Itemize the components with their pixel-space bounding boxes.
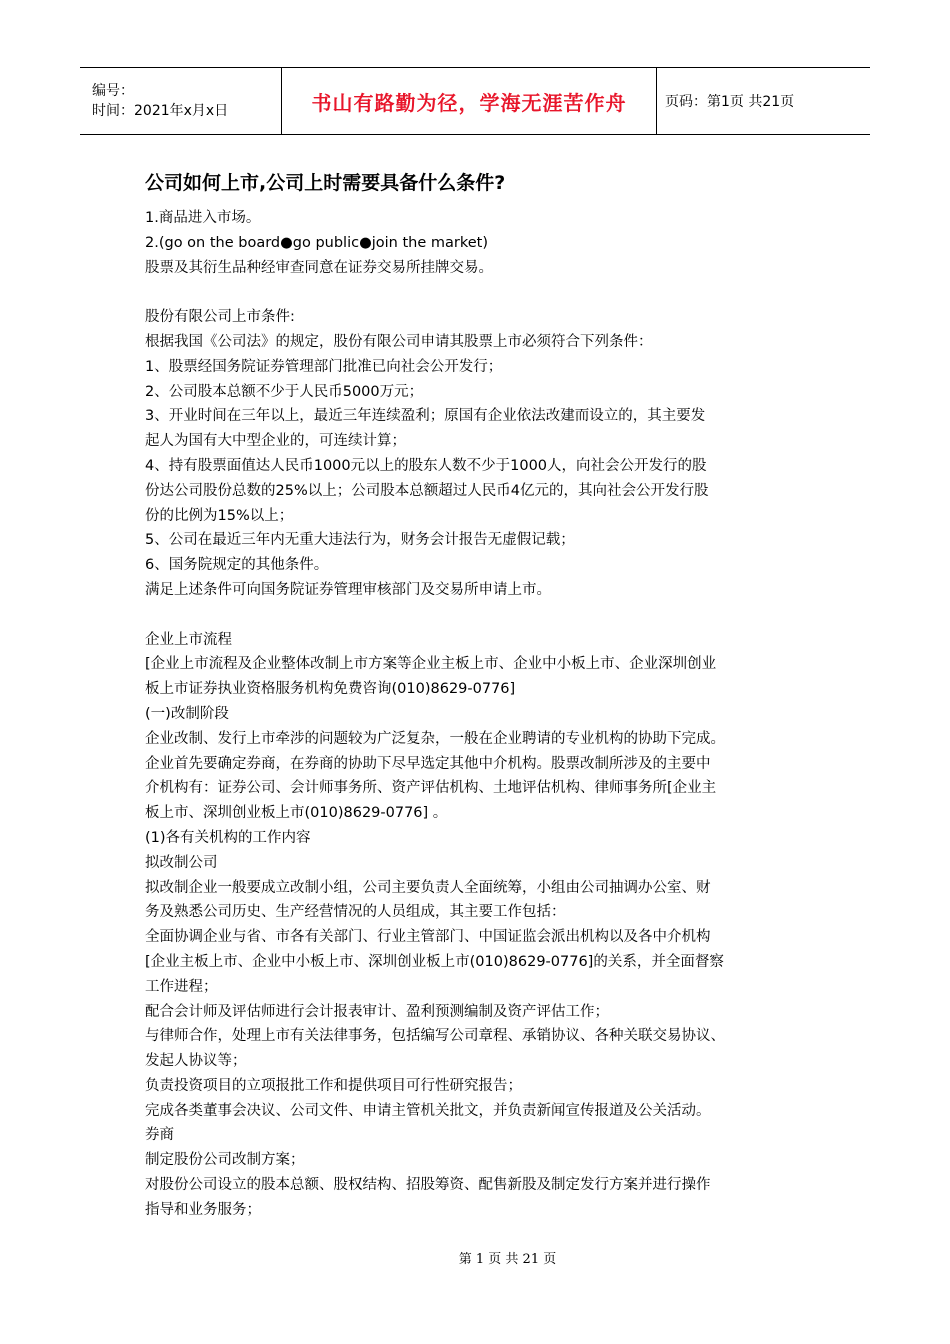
text-line: 指导和业务服务；: [145, 1201, 261, 1218]
text-line: 介机构有：证券公司、会计师事务所、资产评估机构、土地评估机构、律师事务所[企业主: [145, 780, 717, 797]
motto: 书山有路勤为径，学海无涯苦作舟: [311, 90, 627, 115]
text-line: 2、公司股本总额不少于人民币5000万元；: [145, 383, 424, 400]
text-line: 份的比例为15%以上；: [145, 507, 294, 524]
document-title: 公司如何上市,公司上时需要具备什么条件?: [145, 172, 506, 194]
text-line: 对股份公司设立的股本总额、股权结构、招股筹资、配售新股及制定发行方案并进行操作: [145, 1177, 711, 1194]
text-line: 6、国务院规定的其他条件。: [145, 557, 329, 574]
text-line: 企业上市流程: [145, 631, 232, 648]
text-line: 拟改制公司: [145, 854, 218, 871]
text-line: 3、开业时间在三年以上，最近三年连续盈利；原国有企业依法改建而设立的，其主要发: [145, 408, 706, 425]
text-line: 企业首先要确定券商，在券商的协助下尽早选定其他中介机构。股票改制所涉及的主要中: [145, 755, 711, 772]
text-line: [企业主板上市、企业中小板上市、深圳创业板上市(010)8629-0776]的关系，并全面督察: [145, 953, 724, 970]
text-line: 满足上述条件可向国务院证券管理审核部门及交易所申请上市。: [145, 581, 551, 598]
header-info: [80, 68, 282, 134]
text-line: 1、股票经国务院证券管理部门批准已向社会公开发行；: [145, 358, 503, 375]
text-line: 全面协调企业与省、市各有关部门、行业主管部门、中国证监会派出机构以及各中介机构: [145, 929, 711, 946]
text-line: (一)改制阶段: [145, 705, 229, 722]
text-line: 份达公司股份总数的25%以上；公司股本总额超过人民币4亿元的，其向社会公开发行股: [145, 482, 709, 499]
text-line: 企业改制、发行上市牵涉的问题较为广泛复杂，一般在企业聘请的专业机构的协助下完成。: [145, 730, 725, 747]
text-line: [企业上市流程及企业整体改制上市方案等企业主板上市、企业中小板上市、企业深圳创业: [145, 656, 717, 673]
text-line: 券商: [145, 1127, 174, 1144]
header-page-cell: [657, 68, 870, 134]
text-line: 制定股份公司改制方案；: [145, 1152, 305, 1169]
text-line: (1)各有关机构的工作内容: [145, 829, 311, 846]
page-header: [80, 67, 870, 135]
document-lines: [145, 206, 825, 1223]
code-label: 编号：: [92, 83, 134, 99]
text-line: 拟改制企业一般要成立改制小组，公司主要负责人全面统筹，小组由公司抽调办公室、财: [145, 879, 711, 896]
text-line: 股票及其衍生品种经审查同意在证券交易所挂牌交易。: [145, 259, 493, 276]
text-line: 负责投资项目的立项报批工作和提供项目可行性研究报告；: [145, 1077, 522, 1094]
text-line: 5、公司在最近三年内无重大违法行为，财务会计报告无虚假记载；: [145, 532, 575, 549]
text-line: 根据我国《公司法》的规定，股份有限公司申请其股票上市必须符合下列条件：: [145, 333, 653, 350]
page-label: 页码：第1页 共21页: [665, 94, 795, 110]
text-line: 2.(go on the board●go public●join the market): [145, 234, 488, 251]
text-line: 配合会计师及评估师进行会计报表审计、盈利预测编制及资产评估工作；: [145, 1003, 609, 1020]
text-line: 发起人协议等；: [145, 1053, 247, 1070]
text-line: 股份有限公司上市条件:: [145, 309, 295, 326]
blank-line: [145, 280, 825, 305]
text-line: 起人为国有大中型企业的，可连续计算；: [145, 433, 406, 450]
text-line: 4、持有股票面值达人民币1000元以上的股东人数不少于1000人，向社会公开发行的股: [145, 457, 707, 474]
date-label: 时间：2021年x月x日: [92, 103, 229, 119]
header-motto-cell: [282, 68, 657, 134]
text-line: 板上市、深圳创业板上市(010)8629-0776] 。: [145, 805, 448, 822]
text-line: 工作进程；: [145, 978, 218, 995]
text-line: 务及熟悉公司历史、生产经营情况的人员组成，其主要工作包括：: [145, 904, 566, 921]
document-body: [145, 168, 825, 1223]
blank-line: [145, 603, 825, 628]
text-line: 1.商品进入市场。: [145, 210, 261, 226]
text-line: 完成各类董事会决议、公司文件、申请主管机关批文，并负责新闻宣传报道及公关活动。: [145, 1102, 711, 1119]
text-line: 与律师合作，处理上市有关法律事务，包括编写公司章程、承销协议、各种关联交易协议、: [145, 1028, 725, 1045]
text-line: 板上市证券执业资格服务机构免费咨询(010)8629-0776]: [145, 681, 516, 698]
page-footer: 第 1 页 共 21 页: [458, 1252, 557, 1267]
